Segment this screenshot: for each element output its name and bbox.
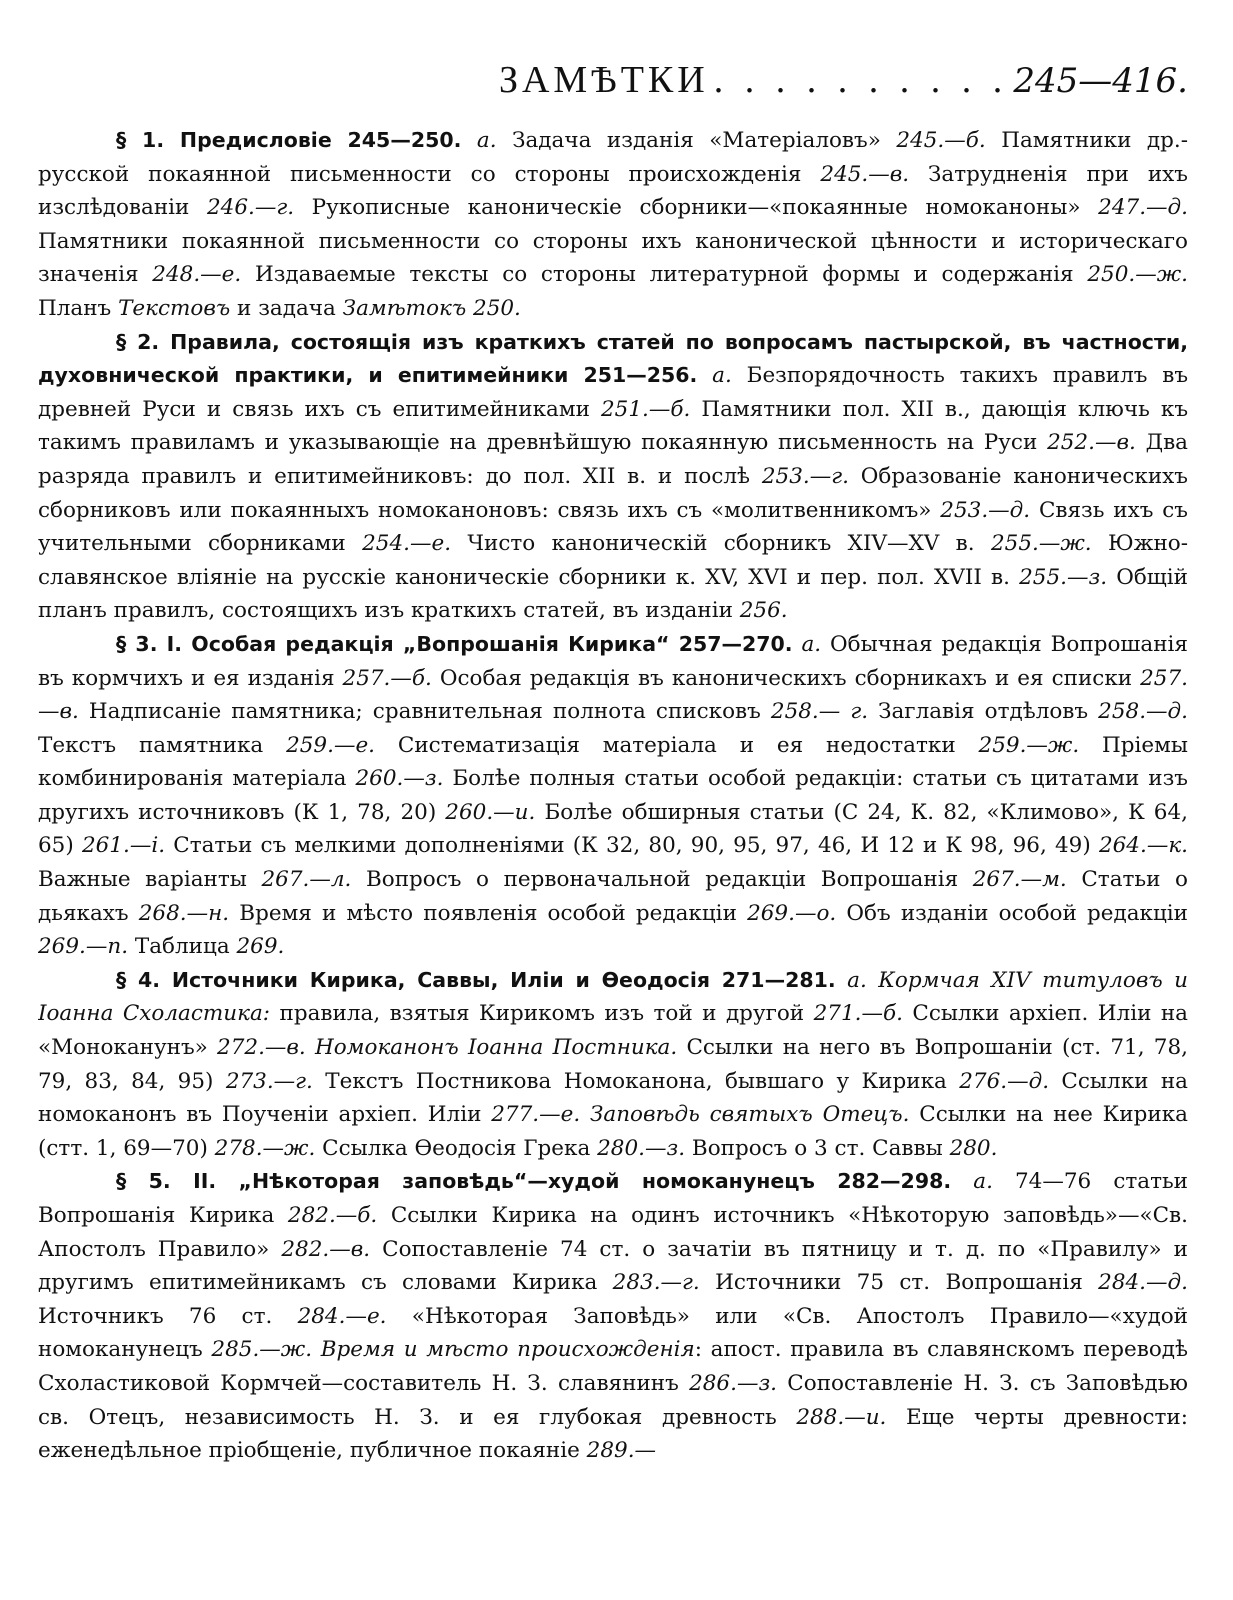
italic-run: 282.—б.	[287, 1203, 378, 1228]
text-run: Систематизація матеріала и ея недостатки	[375, 732, 979, 758]
italic-run: а.	[973, 1169, 993, 1195]
italic-run: 284.—е.	[297, 1303, 387, 1329]
italic-run: 255.—з.	[1019, 564, 1108, 590]
italic-run: 247.—д.	[1098, 195, 1188, 221]
italic-run: 280.—з.	[597, 1135, 686, 1161]
text-run: Текстъ памятника	[38, 732, 287, 758]
section-body	[38, 968, 1188, 1161]
text-run: Ссылки на номоканонъ въ Поученіи архіеп. Иліи	[38, 1068, 1188, 1128]
italic-run: 273.—г.	[225, 1068, 313, 1094]
text-run: Болѣе полныя статьи особой редакціи: статьи съ цитатами изъ другихъ источниковъ (К 1, 78, 20)	[38, 766, 1188, 825]
text-run: Источники 75 ст. Вопрошанія	[699, 1270, 1099, 1296]
text-run: правила, взятыя Кирикомъ изъ той и другой	[270, 1001, 814, 1027]
italic-run: 269.—п.	[38, 934, 129, 960]
text-run	[951, 1169, 973, 1194]
italic-run: 269.	[236, 934, 285, 960]
text-run: Ссылки на нее Кирика (стт. 1, 69—70)	[38, 1102, 1188, 1161]
text-run: Общій планъ правилъ, состоящихъ изъ краткихъ статей, въ изданіи	[38, 564, 1188, 624]
section-heading: § 3. I. Особая редакція „Вопрошанія Кирика“ 257—270.	[116, 631, 793, 656]
text-run: Сопоставленіе Н. З. съ Заповѣдью св. Отецъ, независимость Н. З. и ея глубокая древность	[38, 1370, 1188, 1430]
italic-run: 267.—м.	[972, 867, 1067, 893]
text-run: Памятники пол. XII в., дающія ключь къ такимъ правиламъ и указывающіе на древнѣйшую покаянную письменность на Руси	[38, 396, 1188, 456]
text-run: Сопоставленіе 74 ст. о зачатіи въ пятницу и т. д. по «Правилу» и другимъ епитимейникамъ съ словами Кирика	[38, 1236, 1188, 1296]
section-2	[38, 326, 1188, 628]
section-3	[38, 628, 1188, 964]
section-body	[38, 1169, 1188, 1463]
text-run: Важные варіанты	[38, 867, 262, 893]
italic-run: 260.—и.	[445, 799, 536, 825]
italic-run: 255.—ж.	[991, 531, 1092, 557]
text-run: Два разряда правилъ и епитимейниковъ: до пол. XII в. и послѣ	[38, 430, 1188, 489]
italic-run: 253.—г.	[761, 463, 849, 489]
italic-run: 271.—б.	[813, 1001, 903, 1027]
italic-run: 259.—е.	[286, 732, 376, 758]
italic-run: 257.—в.	[38, 665, 1188, 725]
italic-run: 272.—в. Номоканонъ Іоанна Постника.	[217, 1035, 678, 1061]
text-run: и задача	[230, 295, 343, 321]
section-body	[38, 363, 1188, 623]
text-run: Ссылки Кирика на одинъ источникъ «Нѣкоторую заповѣдь»—«Св. Апостолъ Правило»	[38, 1203, 1188, 1262]
section-1	[38, 124, 1188, 326]
text-run	[461, 128, 477, 153]
text-run: Статьи о дьякахъ	[38, 867, 1188, 926]
header-dots: . . . . . . . . . .	[713, 59, 1009, 101]
italic-run: а. Кормчая XIV титуловъ и Іоанна Схоластика:	[38, 967, 1188, 1027]
italic-run: 267.—л.	[261, 867, 352, 893]
italic-run: 251.—б.	[601, 396, 691, 422]
text-run: Образованіе каноническихъ сборниковъ или покаянныхъ номоканоновъ: связь ихъ съ «молитвенникомъ»	[38, 463, 1188, 523]
section-4	[38, 964, 1188, 1166]
text-run: Издаваемые тексты со стороны литературной формы и содержанія	[241, 262, 1088, 288]
italic-run: 285.—ж. Время и мѣсто происхожденія	[211, 1337, 695, 1363]
section-5	[38, 1165, 1188, 1467]
italic-run: 277.—е. Заповѣдь святыхъ Отецъ.	[491, 1102, 910, 1128]
section-body	[38, 632, 1188, 959]
text-run: Безпорядочность такихъ правилъ въ древней Руси и связь ихъ съ епитимейниками	[38, 363, 1188, 422]
italic-run: 289.—	[586, 1438, 657, 1464]
text-run: Таблица	[128, 934, 237, 960]
page-header	[38, 58, 1188, 116]
text-run: Заглавія отдѣловъ	[868, 699, 1099, 725]
text-run: Ссылки архіеп. Иліи на «Моноканунъ»	[38, 1001, 1188, 1061]
italic-run: 248.—е.	[152, 262, 242, 288]
text-run: Затрудненія при ихъ изслѣдованіи	[38, 161, 1188, 221]
italic-run: а.	[476, 128, 497, 153]
section-heading: § 2. Правила, состоящія изъ краткихъ статей по вопросамъ пастырской, въ частности, духовнической практики, и епитимейники 251—256.	[38, 329, 1188, 388]
section-heading: § 5. II. „Нѣкоторая заповѣдь“—худой номоканунецъ 282—298.	[116, 1169, 952, 1194]
text-run: Статьи съ мелкими дополненіями (К 32, 80, 90, 95, 97, 46, И 12 и К 98, 96, 49)	[165, 833, 1099, 859]
italic-run: 288.—и.	[796, 1404, 887, 1430]
section-heading: § 4. Источники Кирика, Саввы, Иліи и Өеодосія 271—281.	[116, 967, 836, 992]
italic-run: 284.—д.	[1098, 1270, 1188, 1296]
italic-run: 259.—ж.	[978, 732, 1080, 758]
text-run: Вопросъ о 3 ст. Саввы	[685, 1135, 950, 1161]
italic-run: Текстовъ	[118, 295, 231, 321]
italic-run: а.	[712, 363, 732, 389]
italic-run: Замѣтокъ 250.	[342, 295, 521, 321]
text-run: Ссылки на него въ Вопрошаніи (ст. 71, 78, 79, 83, 84, 95)	[38, 1035, 1188, 1094]
section-heading: § 1. Предисловіе 245—250.	[116, 128, 462, 152]
italic-run: 245.—б.	[896, 128, 986, 153]
italic-run: 245.—в.	[820, 161, 910, 187]
text-run: Рукописные каноническіе сборники—«покаянные номоканоны»	[294, 195, 1099, 221]
text-run: Пріемы комбинированія матеріала	[38, 732, 1188, 792]
italic-run: 283.—г.	[612, 1270, 700, 1296]
italic-run: 258.—д.	[1098, 699, 1188, 725]
italic-run: а.	[801, 631, 822, 657]
text-run: Болѣе обширныя статьи (С 24, К. 82, «Климово», К 64, 65)	[38, 799, 1188, 859]
italic-run: 286.—з.	[689, 1370, 778, 1396]
header-title: ЗАМѢТКИ	[498, 59, 709, 101]
text-run	[697, 363, 712, 388]
text-run: Чисто каноническій сборникъ XIV—XV в.	[451, 531, 991, 557]
text-run: Надписаніе памятника; сравнительная полнота списковъ	[78, 699, 771, 725]
text-run: Обычная редакція Вопрошанія въ кормчихъ и ея изданія	[38, 631, 1188, 691]
text-run: Текстъ Постникова Номоканона, бывшаго у Кирика	[312, 1068, 960, 1094]
italic-run: 254.—е.	[362, 531, 452, 557]
italic-run: 257.—б.	[342, 665, 432, 691]
text-run: Памятники покаянной письменности со стороны ихъ канонической цѣнности и историческаго значенія	[38, 228, 1188, 288]
italic-run: 282.—в.	[281, 1236, 371, 1262]
text-run: Еще черты древности: еженедѣльное пріобщеніе, публичное покаяніе	[38, 1404, 1188, 1464]
text-run: Объ изданіи особой редакціи	[836, 900, 1188, 926]
italic-run: 264.—к.	[1098, 833, 1188, 859]
italic-run: 268.—н.	[138, 900, 230, 926]
italic-run: 256.	[739, 598, 788, 624]
text-run: Особая редакція въ каноническихъ сборникахъ и ея списки	[431, 665, 1141, 691]
section-body	[38, 128, 1188, 321]
text-run: Источникъ 76 ст.	[38, 1303, 298, 1329]
text-run: Южно-славянское вліяніе на русскіе каноническіе сборники к. XV, XVI и пер. пол. XVII в.	[38, 531, 1188, 590]
document-page	[38, 58, 1188, 1588]
text-run: «Нѣкоторая Заповѣдь» или «Св. Апостолъ Правило—«худой номоканунецъ	[38, 1303, 1188, 1363]
italic-run: 250.—ж.	[1087, 262, 1188, 288]
text-run	[836, 968, 847, 993]
text-run: Задача изданія «Матеріаловъ»	[496, 128, 897, 153]
italic-run: 260.—з.	[355, 766, 444, 792]
text-run: : апост. правила въ славянскомъ переводѣ Схоластиковой Кормчей—составитель Н. З. славянинъ	[38, 1337, 1188, 1396]
italic-run: 276.—д.	[959, 1068, 1050, 1094]
header-page-range: 245—416.	[1013, 61, 1188, 101]
italic-run: 269.—о.	[747, 900, 837, 926]
italic-run: 280.	[949, 1135, 998, 1161]
text-run: Ссылка Өеодосія Грека	[315, 1135, 598, 1161]
italic-run: 246.—г.	[206, 195, 295, 221]
italic-run: 258.— г.	[770, 699, 869, 725]
text-run: Памятники др.-русской покаянной письменности со стороны происхожденія	[38, 128, 1188, 187]
text-run: Связь ихъ съ учительными сборниками	[38, 497, 1188, 557]
italic-run: 278.—ж.	[214, 1135, 316, 1161]
text-run: Время и мѣсто появленія особой редакціи	[229, 900, 748, 926]
italic-run: 252.—в.	[1047, 430, 1136, 456]
text-run: Планъ	[38, 295, 119, 321]
italic-run: 253.—д.	[940, 497, 1031, 523]
text-run: 74—76 статьи Вопрошанія Кирика	[38, 1169, 1188, 1228]
italic-run: 261.—і.	[81, 833, 166, 859]
text-run: Вопросъ о первоначальной редакціи Вопрошанія	[351, 867, 973, 893]
